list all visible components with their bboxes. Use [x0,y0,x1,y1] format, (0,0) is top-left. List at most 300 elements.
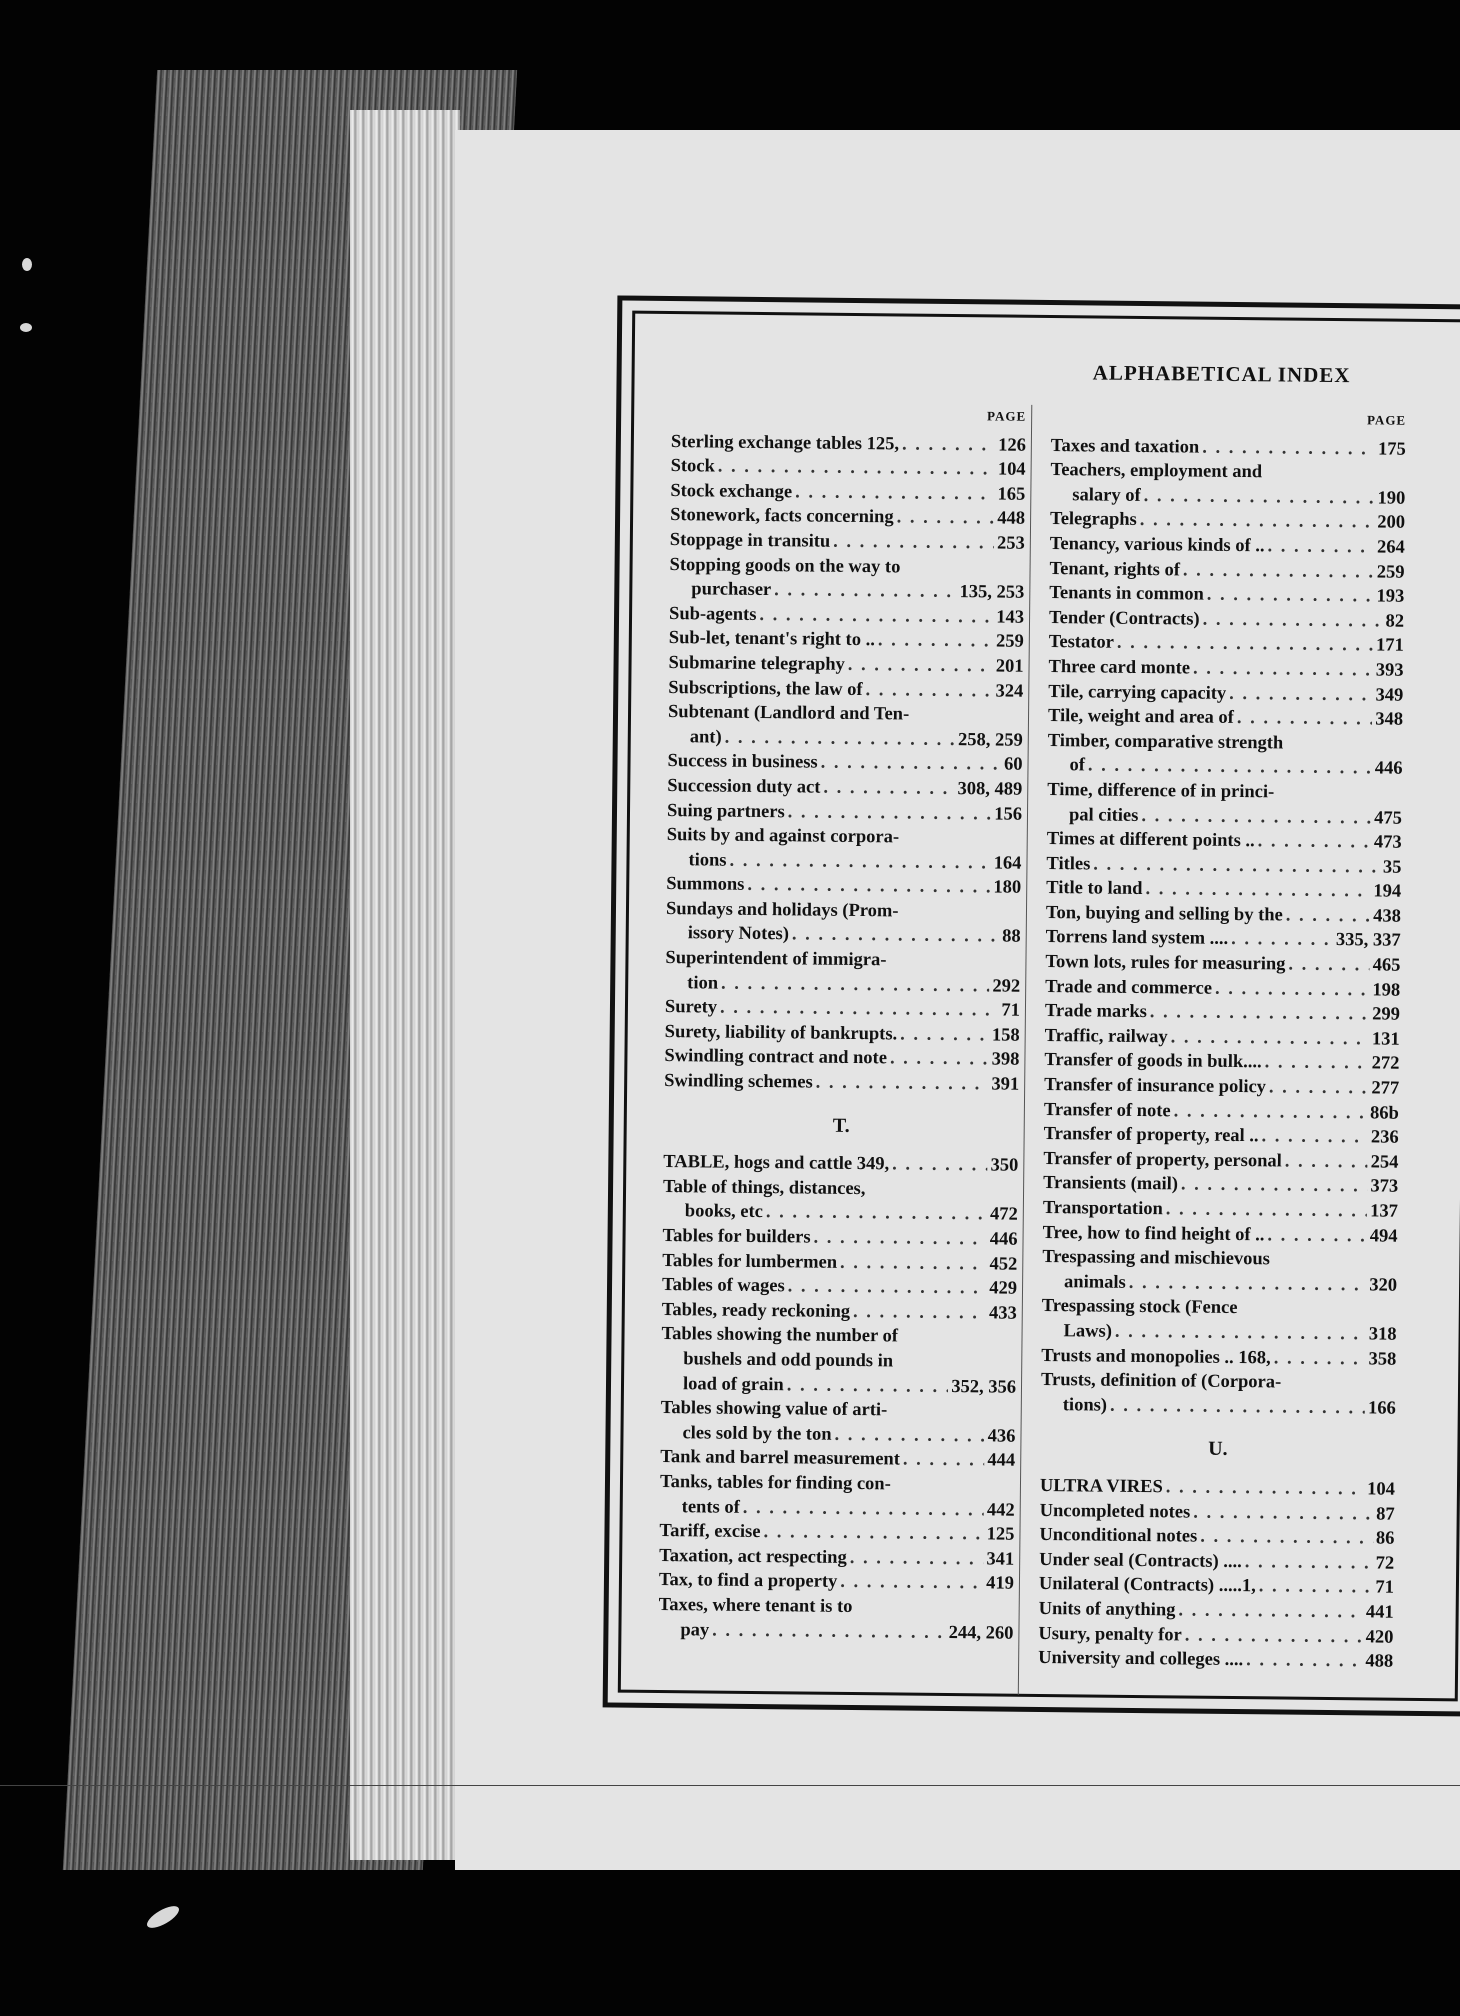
index-entry-page: 352, 356 [951,1376,1017,1398]
index-entry [1041,1319,1396,1347]
dot-leader [721,971,990,998]
index-entry-text: Trade and commerce [1045,976,1213,999]
index-entry-page: 393 [1375,660,1404,681]
index-entry-text: tions) [1062,1394,1108,1416]
entry-list-u [1038,1474,1395,1674]
index-entry [660,1470,1015,1498]
index-entry-page: 244, 260 [948,1622,1014,1644]
index-entry-text: Transfer of property, personal [1043,1148,1282,1172]
index-entry [669,553,1024,581]
index-entry [669,602,1024,630]
dot-leader [901,916,1017,917]
index-entry-page: 494 [1369,1226,1398,1247]
dot-leader [1261,1124,1368,1150]
index-entry [666,921,1021,949]
dot-leader [1174,1099,1368,1126]
index-entry-text: Under seal (Contracts) .... [1039,1549,1242,1572]
dot-leader [868,1194,1015,1196]
index-entry [665,946,1020,974]
index-entry-text: Swindling contract and note [664,1046,888,1069]
index-entry [1047,753,1402,781]
index-entry [1038,1646,1393,1674]
index-entry [1044,1122,1399,1150]
index-entry-text: Table of things, distances, [662,1176,866,1199]
index-entry-text: Tables for builders [662,1226,811,1248]
index-entry-text: Swindling schemes [664,1071,813,1093]
index-entry-text: Time, difference of in princi- [1047,779,1275,803]
index-entry [1046,901,1401,929]
dot-leader [840,1250,987,1276]
dot-leader [1246,1648,1362,1674]
index-entry-text: Transients (mail) [1043,1173,1179,1195]
index-entry [1039,1572,1394,1600]
index-entry-text: ant) [689,726,722,748]
index-entry [1042,1294,1397,1322]
dot-leader [1273,1265,1394,1266]
index-entry-text: University and colleges .... [1038,1648,1244,1671]
index-entry-text: pay [680,1619,710,1641]
index-entry-text: Trade marks [1044,1001,1147,1023]
dot-leader [1202,607,1382,633]
index-entry-page: 358 [1368,1348,1397,1370]
index-entry [1049,557,1404,585]
index-entry-page: 391 [991,1074,1020,1095]
index-entry-page: 200 [1377,512,1406,534]
index-entry [668,725,1023,753]
index-entry [664,1069,1019,1097]
index-entry-text: of [1069,755,1086,776]
index-entry-page: 475 [1374,807,1403,829]
page-stack [350,110,460,1860]
index-entry-text: Success in business [667,751,818,773]
index-entry-page: 277 [1371,1078,1400,1099]
dot-leader [712,1618,946,1645]
index-entry [665,995,1020,1023]
dot-leader [759,603,993,630]
index-entry-page: 436 [987,1426,1016,1447]
dot-leader [1150,1000,1370,1027]
index-entry [1048,704,1403,732]
index-entry-text: Testator [1048,632,1115,654]
index-entry-text: Tile, carrying capacity [1048,681,1227,704]
index-entry [1039,1548,1394,1576]
index-entry-page: 452 [989,1254,1018,1275]
page-column-label: PAGE [986,408,1027,424]
index-entry [667,823,1022,851]
dot-leader [1166,1197,1368,1224]
index-entry-text: Sterling exchange tables 125, [670,431,900,455]
index-entry [1038,1621,1393,1649]
dot-leader [840,1570,983,1596]
index-entry [665,1020,1020,1048]
index-entry [666,848,1021,876]
index-entry-page: 420 [1365,1626,1394,1648]
index-entry-page: 60 [1003,754,1023,776]
index-entry-page: 165 [997,484,1026,505]
index-entry-text: Stonework, facts concerning [670,505,894,528]
entry-list-t [658,1150,1018,1646]
dot-leader [1245,1550,1373,1576]
index-entry-page: 86b [1369,1103,1400,1124]
index-entry-page: 320 [1369,1275,1398,1296]
index-entry-text: Summons [666,874,745,896]
dot-leader [729,848,990,875]
entry-list-s [664,430,1026,1098]
dot-leader [792,923,1000,950]
index-entry [1041,1368,1396,1396]
index-entry [660,1495,1015,1523]
index-entry-text: Submarine telegraphy [668,652,845,675]
dot-leader [1285,1149,1368,1174]
index-entry-text: Tree, how to find height of .. [1042,1222,1265,1245]
index-entry-page: 398 [991,1049,1020,1071]
dot-leader [1140,508,1375,535]
dot-leader [1259,1575,1373,1601]
index-entry [1046,925,1401,953]
index-entry-page: 419 [986,1573,1015,1595]
index-entry-text: Telegraphs [1049,509,1137,531]
dot-leader [1237,706,1373,732]
index-entry-text: Tenants in common [1049,583,1204,605]
index-entry-text: Stopping goods on the way to [669,554,901,578]
dot-leader [1181,1173,1368,1200]
dot-leader [1286,903,1371,928]
index-entry [661,1372,1016,1400]
index-right-column [1038,405,1406,1674]
dot-leader [912,720,1020,721]
dot-leader [1193,1500,1373,1526]
index-entry-page: 166 [1367,1398,1396,1419]
index-entry-text: Suits by and against corpora- [666,825,900,848]
dot-leader [855,1612,1010,1614]
dot-leader [1284,1388,1393,1389]
dot-leader [1202,435,1375,461]
index-entry-page: 254 [1370,1152,1399,1173]
index-entry-page: 126 [998,435,1026,456]
index-entry [670,454,1025,482]
index-entry-page: 135, 253 [959,582,1025,603]
index-entry [662,1224,1017,1252]
index-entry [1040,1499,1395,1527]
dot-leader [1115,1320,1366,1347]
index-entry-text: Tenant, rights of [1049,558,1181,580]
index-entry-text: Tables for lumbermen [662,1250,838,1273]
dot-leader [823,776,954,802]
index-entry-text: Tanks, tables for finding con- [659,1471,891,1495]
index-entry [1047,827,1402,855]
dot-leader [892,1153,988,1179]
index-entry-text: Sundays and holidays (Prom- [665,898,899,922]
index-entry-text: Tender (Contracts) [1048,607,1200,630]
dot-leader [1229,681,1373,707]
index-entry [1042,1245,1397,1273]
dot-leader [833,530,994,556]
index-entry-page: 350 [990,1155,1019,1176]
index-entry [670,479,1025,507]
index-entry [1042,1221,1397,1249]
index-entry [1039,1523,1394,1551]
section-heading-t: T. [832,1114,850,1137]
dot-leader [878,629,993,655]
film-speck [22,258,32,271]
index-entry-text: Trusts and monopolies .. 168, [1041,1345,1271,1368]
index-entry [671,430,1026,458]
dot-leader [897,506,995,532]
dot-leader [813,1226,986,1252]
index-entry-text: Sub-let, tenant's right to .. [668,628,876,651]
index-entry-page: 86 [1375,1528,1395,1549]
index-entry-page: 71 [1001,1000,1021,1021]
dot-leader [816,1071,989,1097]
index-entry-text: Unilateral (Contracts) .....1, [1038,1574,1256,1597]
index-entry-text: Stock exchange [670,480,793,503]
index-entry-page: 259 [995,631,1024,653]
index-entry-text: pal cities [1068,804,1139,826]
index-entry-text: Transportation [1042,1197,1163,1220]
index-entry-text: issory Notes) [687,923,790,945]
index-entry [1044,1048,1399,1076]
dot-leader [1110,1393,1365,1420]
dot-leader [834,1423,984,1449]
dot-leader [1267,534,1374,560]
index-entry-page: 156 [994,803,1023,825]
index-entry-text: Tariff, excise [659,1521,761,1543]
index-entry-text: Subtenant (Landlord and Ten- [667,702,910,725]
dot-leader [788,1275,987,1302]
index-entry-text: salary of [1072,485,1141,506]
index-entry-page: 349 [1375,684,1404,706]
dot-leader [896,1366,1013,1367]
index-entry [1049,606,1404,634]
index-entry [1050,507,1405,535]
index-entry-text: TABLE, hogs and cattle 349, [663,1152,890,1175]
index-entry-text: Taxes, where tenant is to [658,1594,853,1617]
index-entry [1048,680,1403,708]
index-entry-page: 433 [988,1303,1017,1324]
index-entry [668,651,1023,679]
index-entry-page: 194 [1373,881,1402,903]
index-entry-page: 72 [1375,1553,1395,1574]
index-entry-text: Traffic, railway [1044,1025,1168,1048]
index-frame [603,295,1460,1716]
index-entry-text: tents of [681,1496,740,1518]
index-entry [665,971,1020,999]
index-entry-page: 264 [1376,537,1405,558]
index-entry [659,1519,1014,1547]
index-entry [668,700,1023,728]
index-entry [669,626,1024,654]
index-entry-page: 373 [1370,1176,1399,1198]
index-entry [1040,1474,1395,1502]
dot-leader [1088,754,1372,782]
index-entry-text: Tank and barrel measurement [660,1447,901,1470]
index-entry [1046,876,1401,904]
index-left-column [658,401,1026,1646]
index-entry-text: Taxation, act respecting [659,1545,847,1568]
dot-leader [1277,797,1399,798]
dot-leader [902,432,995,458]
index-entry-text: Unconditional notes [1039,1525,1198,1547]
index-entry-text: Superintendent of immigra- [665,948,887,971]
index-entry [662,1273,1017,1301]
section-heading-u: U. [1208,1438,1228,1461]
index-entry-page: 190 [1377,488,1406,509]
index-entry-page: 87 [1376,1504,1395,1525]
index-entry-text: Uncompleted notes [1039,1500,1191,1523]
index-entry-page: 348 [1375,709,1404,730]
dot-leader [1288,953,1369,978]
dot-leader [787,1373,949,1399]
dot-leader [725,725,956,752]
index-entry-text: Three card monte [1048,656,1191,679]
index-entry-text: Trespassing stock (Fence [1041,1296,1238,1319]
index-entry [1041,1344,1396,1372]
index-entry [1051,434,1406,462]
dot-leader [1269,1075,1369,1101]
index-entry-text: Transfer of insurance policy [1044,1075,1267,1098]
index-entry-text: Tile, weight and area of [1047,706,1234,729]
index-entry-text: Tenancy, various kinds of .. [1049,533,1265,557]
index-entry [663,1199,1018,1227]
dot-leader [1207,583,1374,609]
index-entry [1043,1196,1398,1224]
index-entry-text: Town lots, rules for measuring [1045,952,1286,975]
dot-leader [850,1546,984,1572]
index-entry-page: 171 [1375,635,1404,657]
dot-leader [718,455,995,482]
dot-leader [1258,829,1372,855]
index-entry [1045,999,1400,1027]
index-entry-page: 82 [1385,611,1405,632]
scan-line [0,1785,1460,1786]
index-entry-page: 175 [1377,439,1406,460]
index-entry-text: cles sold by the ton [682,1422,832,1445]
dot-leader [902,843,1019,844]
dot-leader [894,1489,1012,1490]
index-entry [1046,852,1401,880]
index-entry-page: 465 [1372,955,1401,976]
index-entry-page: 158 [991,1025,1020,1046]
index-entry-text: Title to land [1046,878,1143,900]
dot-leader [1141,803,1371,830]
dot-leader [890,1416,1013,1417]
index-entry-text: Taxes and taxation [1050,435,1200,458]
index-entry-text: Tax, to find a property [658,1570,838,1593]
index-entry-page: 71 [1375,1577,1395,1598]
index-entry [1048,655,1403,683]
index-entry-text: Transfer of goods in bulk.... [1044,1050,1262,1073]
dot-leader [1231,927,1333,953]
index-entry-page: 472 [989,1204,1018,1226]
index-entry-page: 35 [1382,857,1402,878]
dot-leader [720,996,999,1024]
index-entry-page: 198 [1372,980,1401,1001]
dot-leader [1171,1025,1370,1052]
index-entry [666,872,1021,900]
dot-leader [1093,852,1380,880]
index-entry-text: load of grain [682,1373,784,1395]
index-entry-page: 442 [986,1499,1015,1521]
dot-leader [788,800,992,827]
index-entry-page: 143 [996,607,1025,628]
index-entry-page: 88 [1002,927,1021,948]
index-entry-page: 444 [987,1450,1016,1472]
dot-leader [1166,1475,1365,1502]
index-entry [1047,778,1402,806]
dot-leader [865,678,992,704]
index-entry-page: 125 [986,1524,1015,1545]
dot-leader [890,1047,989,1073]
index-entry [660,1421,1015,1449]
index-entry [667,774,1022,802]
index-entry-text: purchaser [691,579,772,601]
dot-leader [903,572,1021,573]
index-entry-text: tion [687,972,719,994]
index-entry-text: Succession duty act [667,775,821,798]
index-entry [667,749,1022,777]
dot-leader [795,480,995,507]
dot-leader [1200,1525,1373,1551]
dot-leader [1145,877,1370,904]
index-entry [1049,630,1404,658]
film-speck [144,1902,182,1932]
dot-leader [901,1342,1014,1343]
index-entry-page: 446 [989,1229,1018,1250]
index-entry [659,1568,1014,1596]
index-entry-page: 180 [993,877,1022,899]
index-entry [1049,581,1404,609]
index-entry-page: 318 [1368,1324,1397,1345]
index-entry-text: Sub-agents [668,603,757,625]
index-entry-page: 446 [1374,758,1403,780]
index-entry-page: 335, 337 [1335,930,1401,952]
index-entry-page: 104 [1367,1479,1396,1500]
index-entry-page: 429 [989,1278,1018,1299]
index-entry-page: 164 [993,853,1022,874]
index-entry [668,676,1023,704]
index-entry [670,528,1025,556]
index-entry [1050,483,1405,511]
index-entry-page: 236 [1370,1127,1399,1148]
index-entry-text: Titles [1046,853,1091,875]
index-entry [1048,729,1403,757]
index-entry-page: 299 [1372,1004,1401,1025]
index-entry [1045,975,1400,1003]
index-entry-text: Times at different points .. [1046,829,1255,852]
index-entry-text: bushels and odd pounds in [683,1349,894,1372]
index-entry [1050,458,1405,486]
dot-leader [774,578,957,605]
index-entry [1041,1393,1396,1421]
dot-leader [1178,1598,1363,1625]
dot-leader [747,873,990,900]
dot-leader [1215,976,1370,1002]
index-entry [663,1175,1018,1203]
index-entry [1047,803,1402,831]
index-entry-text: Tables of wages [661,1275,785,1297]
index-entry-text: Subscriptions, the law of [668,677,863,700]
index-entry-text: ULTRA VIRES [1039,1475,1163,1498]
index-entry-page: 448 [997,508,1026,530]
index-entry [666,897,1021,925]
index-entry-text: animals [1064,1271,1126,1293]
index-entry [1045,1024,1400,1052]
index-entry [1044,1098,1399,1126]
dot-leader [900,1022,989,1048]
index-entry [667,799,1022,827]
index-entry-page: 201 [995,656,1024,677]
index-entry [663,1150,1018,1178]
